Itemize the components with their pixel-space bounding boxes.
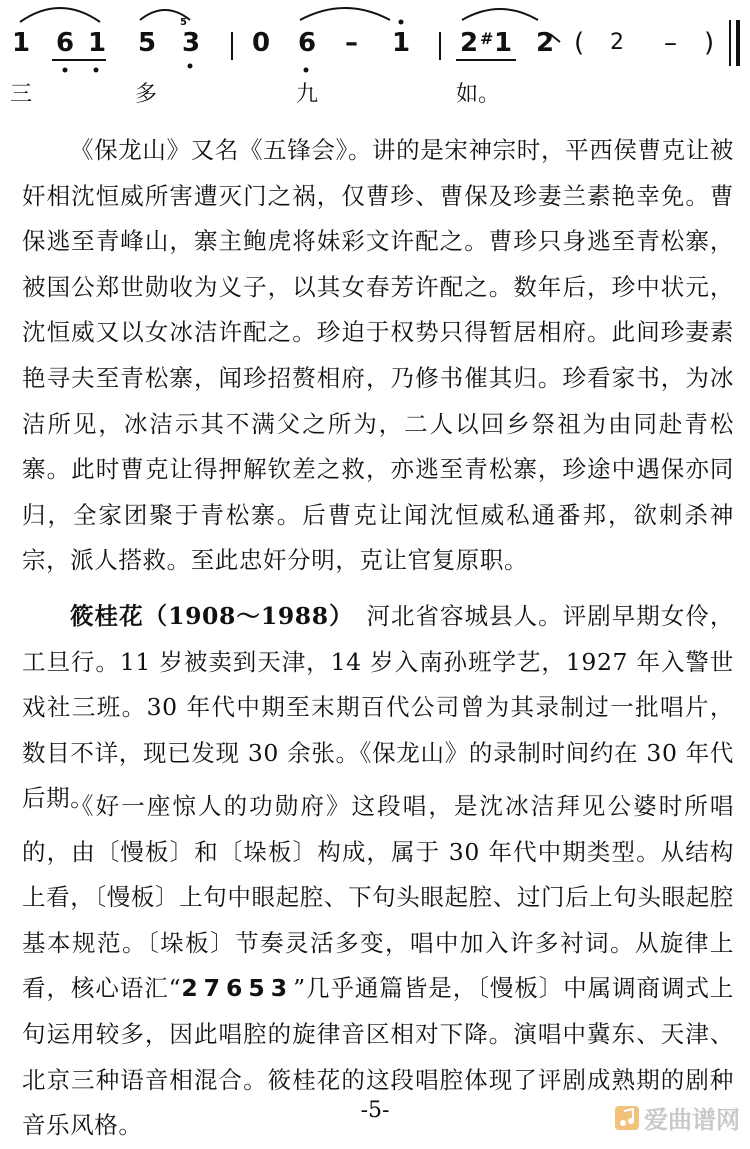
lyric: 九 (296, 82, 319, 107)
analysis-paragraph (22, 784, 734, 1149)
note: 1 (392, 28, 411, 58)
note: 2 (610, 30, 624, 55)
music-note-icon (614, 1105, 640, 1131)
watermark-text: 爱曲谱网 (644, 1106, 740, 1134)
analysis-text-a: 《好一座惊人的功勋府》这段唱，是沈冰洁拜见公婆时所唱的，由〔慢板〕和〔垛板〕构成，属于 30 年代中期类型。从结构上看，〔慢板〕上句中眼起腔、下句头眼起腔、过门后上句头眼起腔基本规范。〔垛板〕节奏灵活多变，唱中加入许多衬词。从旋律上看，核心语汇“ (22, 792, 734, 1003)
page-number: -5- (360, 1098, 390, 1123)
note: 3 (182, 28, 201, 58)
lyric: 三 (10, 82, 33, 107)
note: 1 (494, 28, 513, 58)
performer-name: 筱桂花（1908～1988） (70, 602, 342, 630)
finger-mark: 5 (180, 17, 187, 28)
synopsis-paragraph: 《保龙山》又名《五锋会》。讲的是宋神宗时，平西侯曹克让被奸相沈恒威所害遭灭门之祸，仅曹珍、曹保及珍妻兰素艳幸免。曹保逃至青峰山，寨主鲍虎将妹彩文许配之。曹珍只身逃至青松寨，被国公郑世勋收为义子，以其女春芳许配之。数年后，珍中状元，沈恒威又以女冰洁许配之。珍迫于权势只得暂居相府。此间珍妻素艳寻夫至青松寨，闻珍招赘相府，乃修书催其归。珍看家书，为冰洁所见，冰洁示其不满父之所为，二人以回乡祭祖为由同赴青松寨。此时曹克让得押解钦差之救，亦逃至青松寨，珍途中遇保亦同归，全家团聚于青松寨。后曹克让闻沈恒威私通番邦，欲刺杀神宗，派人搭救。至此忠奸分明，克让官复原职。 (22, 136, 734, 575)
note: 1 (88, 28, 107, 58)
analysis-text-b: ”几乎通篇皆是，〔慢板〕中属调商调式上句运用较多，因此唱腔的旋律音区相对下降。演唱中冀东、天津、北京三种语音相混合。筱桂花的这段唱腔体现了评剧成熟期的剧种音乐风格。 (22, 974, 734, 1140)
core-motif-notes: 27653 (181, 974, 294, 1003)
note: 6 (56, 28, 75, 58)
sharp-sign: # (480, 29, 494, 48)
paren-close: ) (704, 28, 715, 58)
lyric: 多 (135, 82, 158, 107)
lyric: 如。 (456, 82, 501, 107)
note: 5 (138, 28, 157, 58)
note: 2 (460, 28, 479, 58)
paren-open: ( (574, 28, 585, 58)
note: 2 (536, 28, 555, 58)
note: – (345, 28, 358, 58)
note: 1 (12, 28, 31, 58)
note: 0 (252, 28, 271, 58)
note: 6 (298, 28, 317, 58)
performer-bio: 河北省容城县人。评剧早期女伶，工旦行。11 岁被卖到天津，14 岁入南孙班学艺，1927 年入警世戏社三班。30 年代中期至末期百代公司曾为其录制过一批唱片，数目不详，现已发现 30 余张。《保龙山》的录制时间约在 30 年代后期。 (22, 602, 734, 813)
dash: – (664, 28, 677, 58)
notation-lines (0, 0, 750, 120)
watermark (614, 1100, 740, 1135)
jianpu-notation (0, 0, 750, 120)
